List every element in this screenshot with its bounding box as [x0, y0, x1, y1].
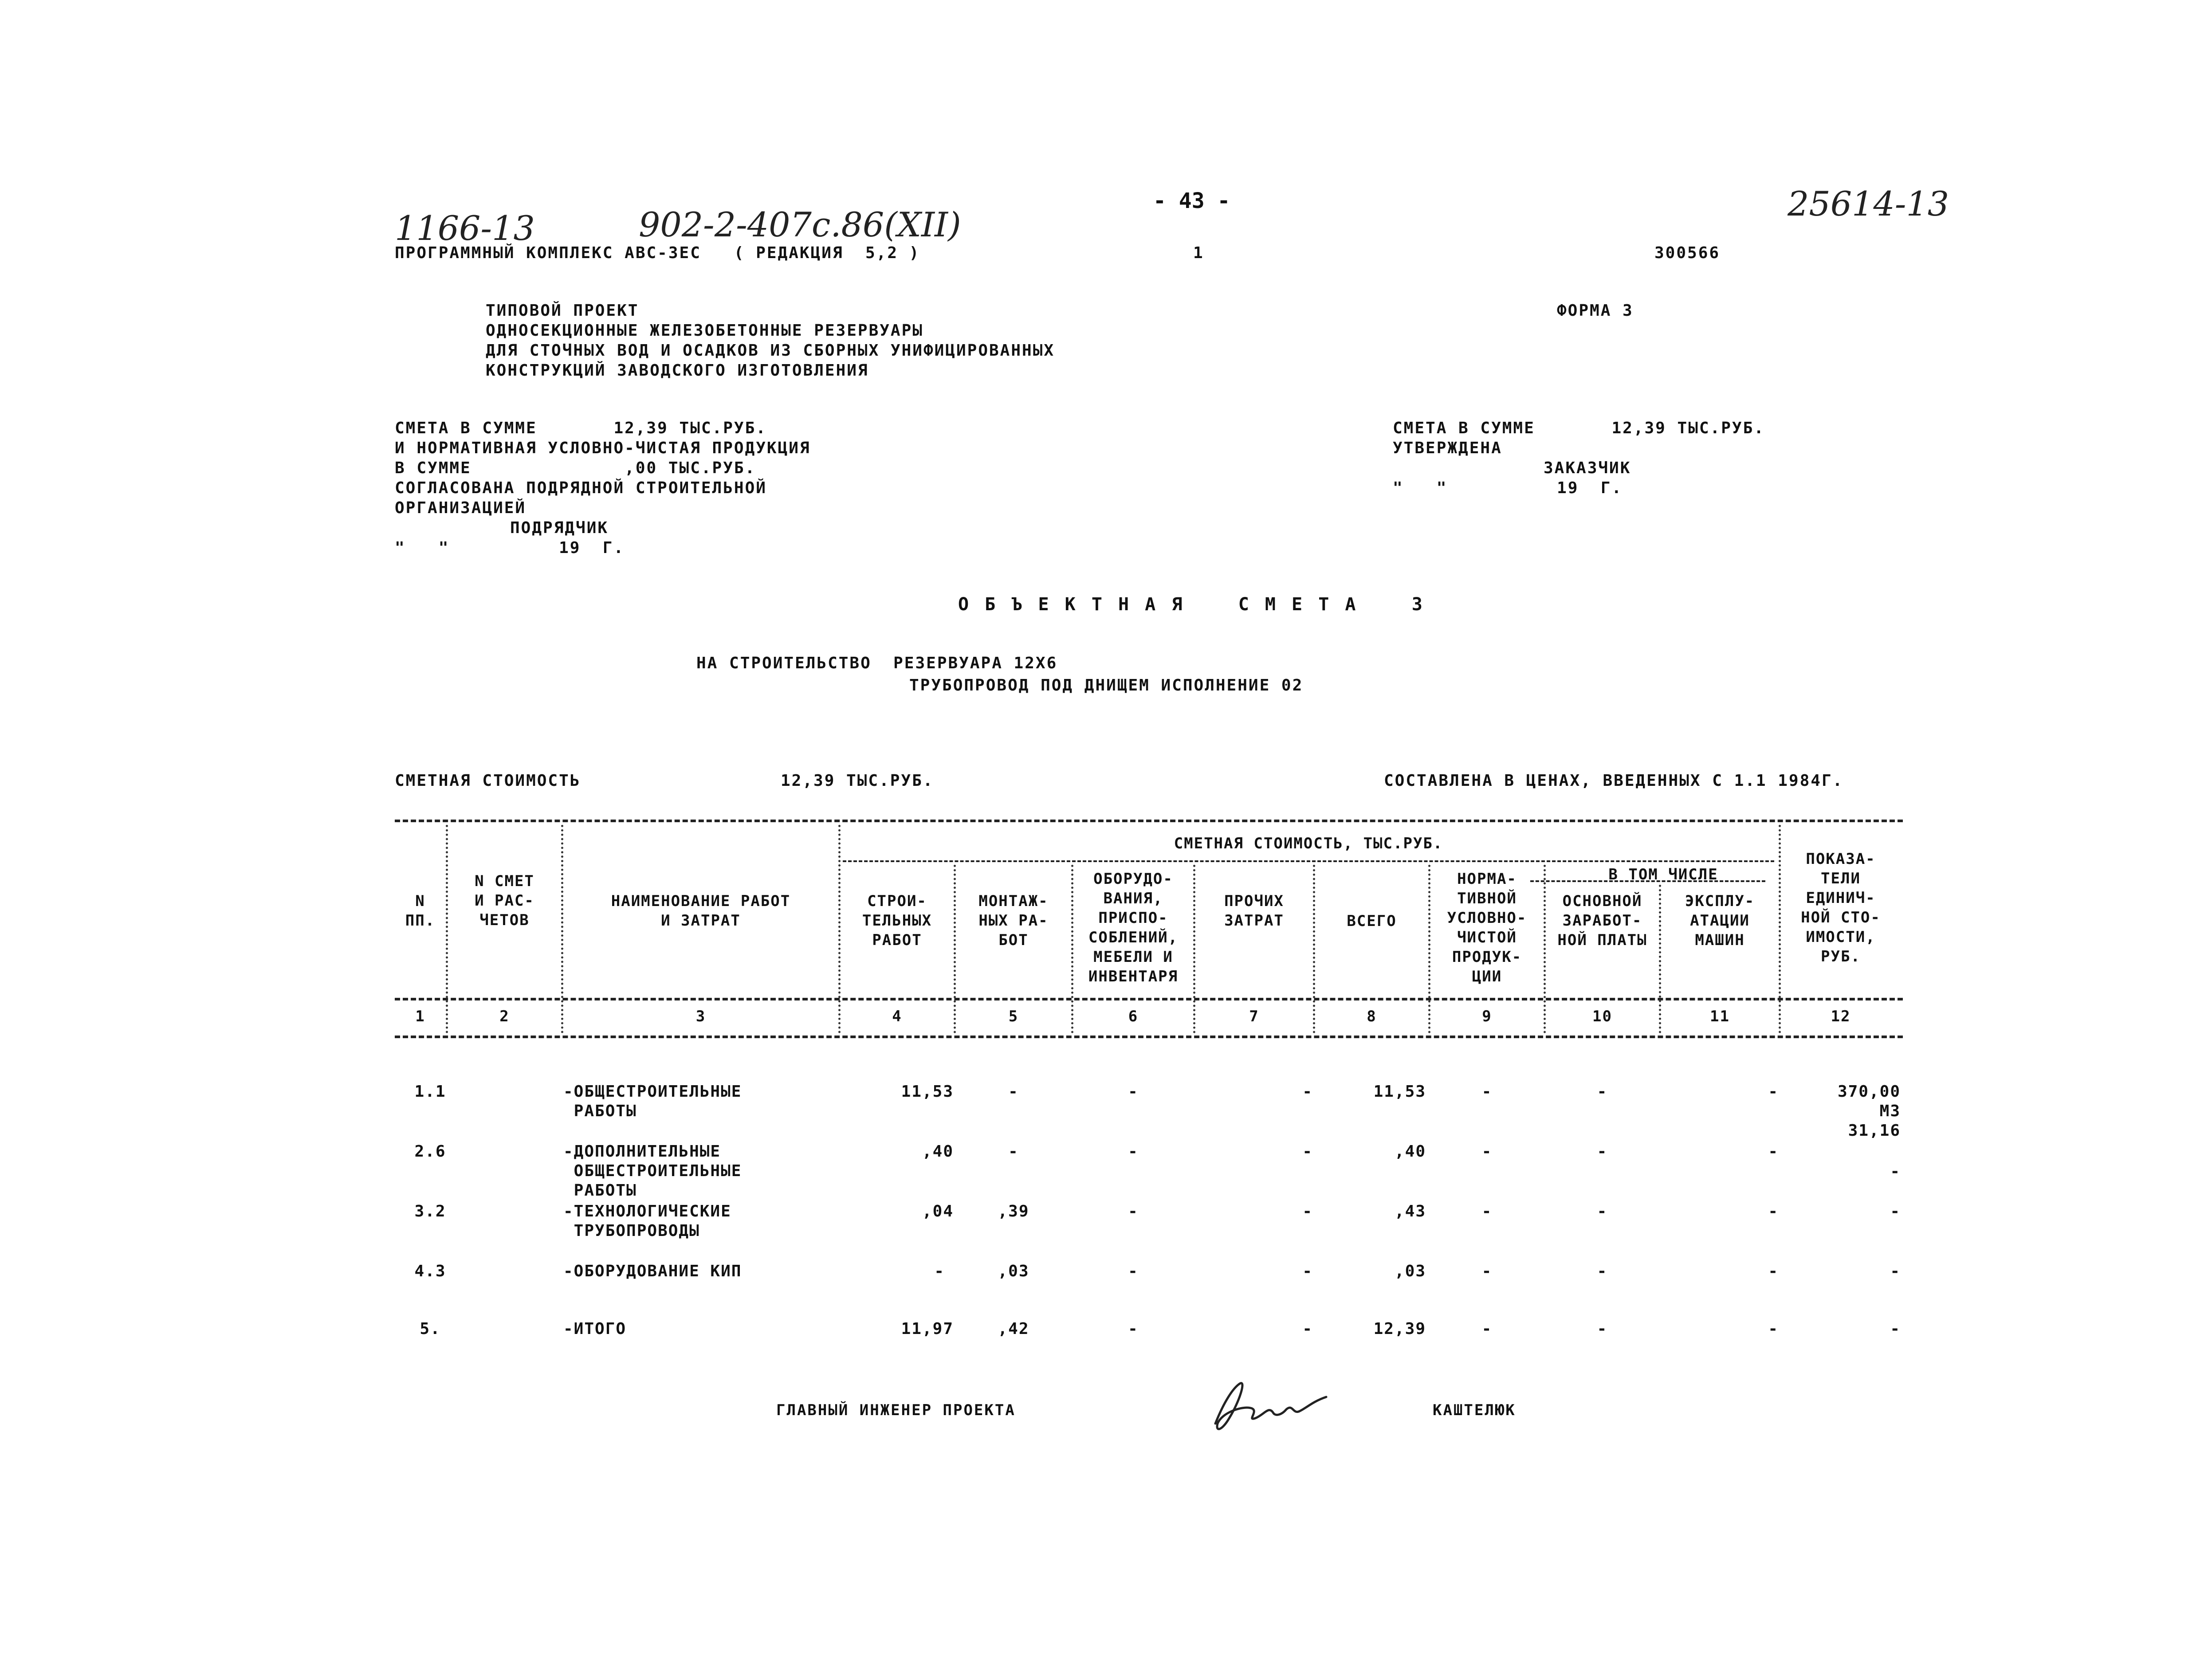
table-rule — [395, 1036, 1903, 1038]
column-number: 3 — [695, 1008, 706, 1025]
column-number: 12 — [1831, 1008, 1851, 1025]
cell-net-product: - — [1481, 1142, 1493, 1161]
column-header: ОБОРУДО- ВАНИЯ, ПРИСПО- СОБЛЕНИЙ, МЕБЕЛИ И ИНВЕНТАРЯ — [1088, 870, 1179, 985]
cell-wages: - — [1597, 1262, 1608, 1280]
column-header: ПОКАЗА- ТЕЛИ ЕДИНИЧ- НОЙ СТО- ИМОСТИ, РУБ. — [1801, 850, 1881, 965]
handwritten-sheet-number: 1166-13 — [395, 208, 535, 248]
row-name: -ТЕХНОЛОГИЧЕСКИЕ ТРУБОПРОВОДЫ — [563, 1202, 731, 1240]
table-rule — [843, 860, 1774, 862]
cell-unit-cost: - — [1890, 1202, 1901, 1220]
cell-construction: ,04 — [922, 1202, 954, 1220]
cell-unit-cost: - — [1890, 1162, 1901, 1181]
cell-other: - — [1302, 1262, 1313, 1280]
left-block-line: В СУММЕ ,00 ТЫС.РУБ. — [395, 459, 756, 477]
cell-construction: - — [934, 1262, 945, 1280]
cell-installation: - — [1008, 1083, 1019, 1101]
cell-other: - — [1302, 1202, 1313, 1220]
row-number: 2.6 — [414, 1142, 446, 1161]
cell-construction: 11,97 — [901, 1320, 954, 1338]
column-number: 6 — [1128, 1008, 1139, 1025]
column-number: 7 — [1249, 1008, 1259, 1025]
handwritten-project-code: 902-2-407с.86(XII) — [639, 205, 961, 244]
column-header: ВСЕГО — [1347, 912, 1397, 930]
column-header: ПРОЧИХ ЗАТРАТ — [1224, 892, 1284, 930]
cell-wages: - — [1597, 1142, 1608, 1161]
row-name: -ИТОГО — [563, 1320, 627, 1338]
column-number: 2 — [499, 1008, 510, 1025]
document-code: 300566 — [1654, 244, 1721, 262]
cell-installation: ,39 — [998, 1202, 1029, 1220]
row-name: -ОБЩЕСТРОИТЕЛЬНЫЕ РАБОТЫ — [563, 1083, 742, 1120]
project-title-line: ОДНОСЕКЦИОННЫЕ ЖЕЛЕЗОБЕТОННЫЕ РЕЗЕРВУАРЫ — [486, 322, 923, 340]
cell-machines: - — [1768, 1142, 1779, 1161]
cell-installation: - — [1008, 1142, 1019, 1161]
cell-equipment: - — [1128, 1320, 1139, 1338]
cell-wages: - — [1597, 1320, 1608, 1338]
table-rule — [395, 998, 1903, 1000]
left-block-line: СОГЛАСОВАНА ПОДРЯДНОЙ СТРОИТЕЛЬНОЙ — [395, 479, 767, 497]
program-line: ПРОГРАММНЫЙ КОМПЛЕКС АВС-3ЕС ( РЕДАКЦИЯ 5,2 ) — [395, 244, 920, 262]
right-block-date: " " 19 Г. — [1393, 479, 1623, 497]
column-number: 10 — [1592, 1008, 1612, 1025]
subgroup-header: В ТОМ ЧИСЛЕ — [1608, 866, 1718, 883]
estimated-cost-label: СМЕТНАЯ СТОИМОСТЬ — [395, 772, 581, 790]
row-number: 5. — [420, 1320, 441, 1338]
column-number: 4 — [892, 1008, 902, 1025]
handwritten-archive-number: 25614-13 — [1788, 184, 1949, 224]
cell-total: 11,53 — [1373, 1083, 1426, 1101]
project-title-line: КОНСТРУКЦИЙ ЗАВОДСКОГО ИЗГОТОВЛЕНИЯ — [486, 361, 869, 380]
column-header: N СМЕТ И РАС- ЧЕТОВ — [475, 872, 534, 929]
cell-machines: - — [1768, 1083, 1779, 1101]
group-header-cost: СМЕТНАЯ СТОИМОСТЬ, ТЫС.РУБ. — [1174, 835, 1443, 852]
price-basis: СОСТАВЛЕНА В ЦЕНАХ, ВВЕДЕННЫХ С 1.1 1984Г. — [1384, 772, 1844, 790]
row-number: 1.1 — [414, 1083, 446, 1101]
row-number: 4.3 — [414, 1262, 446, 1280]
cell-unit-cost: 370,00 М3 31,16 — [1837, 1083, 1901, 1140]
signature — [1198, 1370, 1340, 1437]
cell-wages: - — [1597, 1083, 1608, 1101]
construction-object: НА СТРОИТЕЛЬСТВО РЕЗЕРВУАРА 12Х6 — [696, 654, 1058, 672]
cell-unit-cost: - — [1890, 1320, 1901, 1338]
cell-total: ,40 — [1394, 1142, 1426, 1161]
cell-machines: - — [1768, 1202, 1779, 1220]
row-name: -ДОПОЛНИТЕЛЬНЫЕ ОБЩЕСТРОИТЕЛЬНЫЕ РАБОТЫ — [563, 1142, 742, 1200]
column-number: 9 — [1482, 1008, 1492, 1025]
column-number: 11 — [1710, 1008, 1730, 1025]
column-header: НОРМА- ТИВНОЙ УСЛОВНО- ЧИСТОЙ ПРОДУК- ЦИИ — [1447, 870, 1527, 985]
column-header: СТРОИ- ТЕЛЬНЫХ РАБОТ — [862, 892, 932, 949]
cell-wages: - — [1597, 1202, 1608, 1220]
cell-construction: 11,53 — [901, 1083, 954, 1101]
cell-total: ,03 — [1394, 1262, 1426, 1280]
cell-other: - — [1302, 1142, 1313, 1161]
form-number: ФОРМА 3 — [1557, 302, 1634, 320]
customer-label: ЗАКАЗЧИК — [1544, 459, 1631, 477]
cell-other: - — [1302, 1320, 1313, 1338]
cell-equipment: - — [1128, 1202, 1139, 1220]
contractor-label: ПОДРЯДЧИК — [510, 519, 609, 537]
document-title: О Б Ъ Е К Т Н А Я С М Е Т А 3 — [958, 594, 1425, 615]
project-title-line: ДЛЯ СТОЧНЫХ ВОД И ОСАДКОВ ИЗ СБОРНЫХ УНИФИЦИРОВАННЫХ — [486, 341, 1055, 360]
cell-net-product: - — [1481, 1262, 1493, 1280]
cell-equipment: - — [1128, 1142, 1139, 1161]
cell-machines: - — [1768, 1262, 1779, 1280]
chief-engineer-name: КАШТЕЛЮК — [1433, 1401, 1516, 1419]
cell-net-product: - — [1481, 1083, 1493, 1101]
cell-unit-cost: - — [1890, 1262, 1901, 1280]
column-header: N ПП. — [405, 892, 436, 930]
cell-net-product: - — [1481, 1202, 1493, 1220]
row-name: -ОБОРУДОВАНИЕ КИП — [563, 1262, 742, 1280]
project-type: ТИПОВОЙ ПРОЕКТ — [486, 302, 639, 320]
cell-construction: ,40 — [922, 1142, 954, 1161]
column-header: ЭКСПЛУ- АТАЦИИ МАШИН — [1685, 892, 1755, 949]
cell-equipment: - — [1128, 1262, 1139, 1280]
cell-total: ,43 — [1394, 1202, 1426, 1220]
column-header: МОНТАЖ- НЫХ РА- БОТ — [978, 892, 1049, 949]
column-number: 1 — [415, 1008, 425, 1025]
chief-engineer-label: ГЛАВНЫЙ ИНЖЕНЕР ПРОЕКТА — [776, 1401, 1016, 1419]
row-number: 3.2 — [414, 1202, 446, 1220]
cell-net-product: - — [1481, 1320, 1493, 1338]
cell-machines: - — [1768, 1320, 1779, 1338]
left-block-line: ОРГАНИЗАЦИЕЙ — [395, 499, 526, 517]
estimated-cost-value: 12,39 ТЫС.РУБ. — [781, 772, 934, 790]
column-number: 8 — [1367, 1008, 1377, 1025]
column-number: 5 — [1008, 1008, 1019, 1025]
left-block-line: СМЕТА В СУММЕ 12,39 ТЫС.РУБ. — [395, 419, 767, 437]
right-block-line: СМЕТА В СУММЕ 12,39 ТЫС.РУБ. — [1393, 419, 1765, 437]
left-block-date: " " 19 Г. — [395, 539, 625, 557]
cell-installation: ,42 — [998, 1320, 1029, 1338]
table-rule — [395, 820, 1903, 822]
sheet-number: 1 — [1193, 244, 1204, 262]
left-block-line: И НОРМАТИВНАЯ УСЛОВНО-ЧИСТАЯ ПРОДУКЦИЯ — [395, 439, 811, 457]
cell-installation: ,03 — [998, 1262, 1029, 1280]
cell-other: - — [1302, 1083, 1313, 1101]
construction-subobject: ТРУБОПРОВОД ПОД ДНИЩЕМ ИСПОЛНЕНИЕ 02 — [909, 676, 1304, 694]
page-number: - 43 - — [1153, 188, 1230, 213]
cell-total: 12,39 — [1373, 1320, 1426, 1338]
column-header: НАИМЕНОВАНИЕ РАБОТ И ЗАТРАТ — [611, 892, 791, 930]
cell-equipment: - — [1128, 1083, 1139, 1101]
column-header: ОСНОВНОЙ ЗАРАБОТ- НОЙ ПЛАТЫ — [1557, 892, 1647, 949]
right-block-line: УТВЕРЖДЕНА — [1393, 439, 1502, 457]
